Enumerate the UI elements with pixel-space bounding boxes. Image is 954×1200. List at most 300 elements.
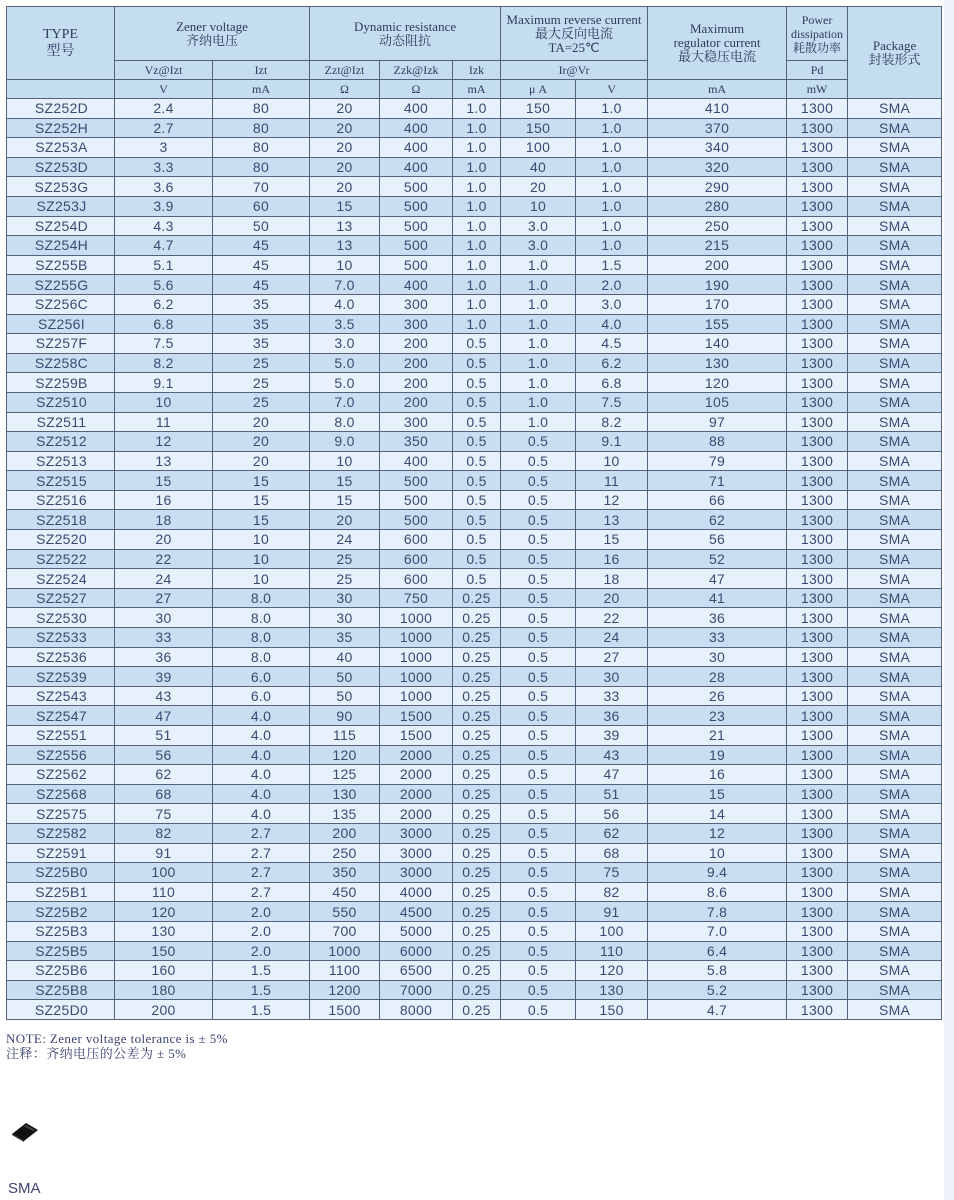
- cell-type: SZ25B8: [7, 980, 115, 1000]
- cell-pd: 1300: [787, 275, 848, 295]
- cell-vz: 27: [115, 588, 213, 608]
- cell-izt: 20: [213, 451, 310, 471]
- cell-izk: 1.0: [453, 314, 501, 334]
- cell-package: SMA: [848, 99, 942, 119]
- cell-izk: 1.0: [453, 118, 501, 138]
- cell-pd: 1300: [787, 138, 848, 158]
- cell-izk: 1.0: [453, 138, 501, 158]
- cell-type: SZ2556: [7, 745, 115, 765]
- cell-izm: 170: [648, 294, 787, 314]
- cell-zzt: 1000: [310, 941, 380, 961]
- cell-izt: 70: [213, 177, 310, 197]
- cell-vz: 8.2: [115, 353, 213, 373]
- cell-vz: 62: [115, 765, 213, 785]
- cell-izk: 0.5: [453, 392, 501, 412]
- cell-vz: 39: [115, 667, 213, 687]
- unit-type-blank: [7, 80, 115, 99]
- cell-vz: 6.8: [115, 314, 213, 334]
- table-row: [7, 804, 942, 824]
- cell-zzk: 400: [380, 157, 453, 177]
- cell-package: SMA: [848, 275, 942, 295]
- cell-vz: 2.4: [115, 99, 213, 119]
- cell-package: SMA: [848, 882, 942, 902]
- cell-zzk: 2000: [380, 784, 453, 804]
- cell-zzt: 250: [310, 843, 380, 863]
- cell-vr: 1.0: [576, 138, 648, 158]
- cell-izm: 4.7: [648, 1000, 787, 1020]
- cell-vr: 8.2: [576, 412, 648, 432]
- cell-type: SZ2533: [7, 628, 115, 648]
- cell-izm: 7.0: [648, 921, 787, 941]
- cell-vz: 75: [115, 804, 213, 824]
- cell-package: SMA: [848, 451, 942, 471]
- unit-vr: V: [576, 80, 648, 99]
- cell-izm: 290: [648, 177, 787, 197]
- cell-izm: 7.8: [648, 902, 787, 922]
- cell-izk: 0.25: [453, 686, 501, 706]
- cell-vr: 120: [576, 961, 648, 981]
- note: [6, 1031, 228, 1061]
- cell-izt: 2.7: [213, 823, 310, 843]
- cell-izt: 35: [213, 314, 310, 334]
- cell-type: SZ2562: [7, 765, 115, 785]
- cell-izm: 26: [648, 686, 787, 706]
- cell-izm: 14: [648, 804, 787, 824]
- cell-izk: 1.0: [453, 275, 501, 295]
- cell-type: SZ2568: [7, 784, 115, 804]
- cell-type: SZ25B0: [7, 863, 115, 883]
- cell-izk: 0.5: [453, 353, 501, 373]
- cell-izt: 45: [213, 255, 310, 275]
- cell-zzk: 400: [380, 275, 453, 295]
- cell-izk: 0.25: [453, 863, 501, 883]
- cell-vz: 4.7: [115, 236, 213, 256]
- cell-vz: 9.1: [115, 373, 213, 393]
- cell-vr: 1.0: [576, 177, 648, 197]
- cell-pd: 1300: [787, 412, 848, 432]
- cell-izk: 0.25: [453, 765, 501, 785]
- cell-izm: 36: [648, 608, 787, 628]
- cell-vr: 1.0: [576, 118, 648, 138]
- cell-zzt: 135: [310, 804, 380, 824]
- cell-package: SMA: [848, 255, 942, 275]
- cell-package: SMA: [848, 412, 942, 432]
- cell-package: SMA: [848, 432, 942, 452]
- cell-zzt: 30: [310, 588, 380, 608]
- page-edge-band: [944, 0, 954, 1200]
- cell-izk: 0.25: [453, 628, 501, 648]
- cell-type: SZ252D: [7, 99, 115, 119]
- table-row: [7, 980, 942, 1000]
- cell-zzk: 200: [380, 353, 453, 373]
- cell-vr: 4.5: [576, 334, 648, 354]
- cell-izt: 80: [213, 118, 310, 138]
- cell-izm: 215: [648, 236, 787, 256]
- cell-zzt: 20: [310, 99, 380, 119]
- table-row: [7, 490, 942, 510]
- subheader-izt: Izt: [213, 61, 310, 80]
- cell-package: SMA: [848, 745, 942, 765]
- cell-izm: 52: [648, 549, 787, 569]
- cell-ir: 0.5: [501, 510, 576, 530]
- subheader-izk: Izk: [453, 61, 501, 80]
- cell-zzk: 4000: [380, 882, 453, 902]
- cell-package: SMA: [848, 843, 942, 863]
- cell-ir: 0.5: [501, 726, 576, 746]
- cell-izk: 0.5: [453, 549, 501, 569]
- cell-zzk: 400: [380, 138, 453, 158]
- cell-pd: 1300: [787, 961, 848, 981]
- cell-vr: 15: [576, 530, 648, 550]
- cell-zzk: 1500: [380, 706, 453, 726]
- cell-zzk: 500: [380, 490, 453, 510]
- cell-ir: 0.5: [501, 569, 576, 589]
- cell-pd: 1300: [787, 255, 848, 275]
- cell-izt: 15: [213, 471, 310, 491]
- cell-type: SZ2515: [7, 471, 115, 491]
- cell-zzt: 15: [310, 196, 380, 216]
- cell-izt: 4.0: [213, 726, 310, 746]
- cell-zzt: 20: [310, 138, 380, 158]
- cell-type: SZ256I: [7, 314, 115, 334]
- note-english: NOTE: Zener voltage tolerance is ± 5%: [6, 1031, 228, 1046]
- cell-vz: 3.9: [115, 196, 213, 216]
- cell-zzt: 5.0: [310, 373, 380, 393]
- cell-zzk: 5000: [380, 921, 453, 941]
- cell-izk: 0.25: [453, 647, 501, 667]
- cell-izk: 0.25: [453, 588, 501, 608]
- cell-zzk: 6500: [380, 961, 453, 981]
- cell-izt: 20: [213, 412, 310, 432]
- table-row: [7, 569, 942, 589]
- cell-zzk: 400: [380, 451, 453, 471]
- cell-vr: 13: [576, 510, 648, 530]
- table-row: [7, 1000, 942, 1020]
- cell-ir: 0.5: [501, 667, 576, 687]
- cell-type: SZ2516: [7, 490, 115, 510]
- cell-vr: 7.5: [576, 392, 648, 412]
- cell-izm: 5.2: [648, 980, 787, 1000]
- cell-izm: 105: [648, 392, 787, 412]
- cell-zzt: 1500: [310, 1000, 380, 1020]
- cell-vz: 15: [115, 471, 213, 491]
- subheader-pd: Pd: [787, 61, 848, 80]
- cell-zzk: 1000: [380, 608, 453, 628]
- cell-izk: 0.25: [453, 843, 501, 863]
- cell-zzt: 20: [310, 510, 380, 530]
- cell-ir: 0.5: [501, 784, 576, 804]
- cell-vz: 6.2: [115, 294, 213, 314]
- cell-vz: 12: [115, 432, 213, 452]
- cell-izk: 0.25: [453, 882, 501, 902]
- cell-izt: 1.5: [213, 980, 310, 1000]
- cell-zzt: 50: [310, 686, 380, 706]
- cell-izk: 1.0: [453, 157, 501, 177]
- cell-vz: 4.3: [115, 216, 213, 236]
- cell-vz: 11: [115, 412, 213, 432]
- cell-zzt: 7.0: [310, 275, 380, 295]
- cell-pd: 1300: [787, 392, 848, 412]
- cell-package: SMA: [848, 353, 942, 373]
- header-package: Package 封装形式: [848, 7, 942, 99]
- cell-izk: 0.5: [453, 510, 501, 530]
- table-row: [7, 236, 942, 256]
- cell-pd: 1300: [787, 569, 848, 589]
- cell-izm: 5.8: [648, 961, 787, 981]
- cell-izk: 1.0: [453, 99, 501, 119]
- table-row: [7, 530, 942, 550]
- cell-type: SZ2539: [7, 667, 115, 687]
- cell-zzk: 7000: [380, 980, 453, 1000]
- cell-vz: 3.6: [115, 177, 213, 197]
- cell-ir: 0.5: [501, 902, 576, 922]
- table-row: [7, 471, 942, 491]
- cell-zzt: 15: [310, 490, 380, 510]
- cell-type: SZ2582: [7, 823, 115, 843]
- cell-vr: 1.0: [576, 196, 648, 216]
- table-row: [7, 706, 942, 726]
- cell-pd: 1300: [787, 236, 848, 256]
- cell-vz: 7.5: [115, 334, 213, 354]
- cell-zzk: 500: [380, 236, 453, 256]
- cell-izm: 12: [648, 823, 787, 843]
- cell-izt: 2.7: [213, 882, 310, 902]
- cell-vz: 22: [115, 549, 213, 569]
- subheader-zzt: Zzt@Izt: [310, 61, 380, 80]
- cell-vr: 16: [576, 549, 648, 569]
- cell-package: SMA: [848, 236, 942, 256]
- cell-ir: 20: [501, 177, 576, 197]
- cell-type: SZ2543: [7, 686, 115, 706]
- cell-izt: 20: [213, 432, 310, 452]
- cell-pd: 1300: [787, 353, 848, 373]
- cell-type: SZ25D0: [7, 1000, 115, 1020]
- cell-vr: 20: [576, 588, 648, 608]
- table-row: [7, 647, 942, 667]
- cell-type: SZ25B3: [7, 921, 115, 941]
- cell-type: SZ25B2: [7, 902, 115, 922]
- cell-package: SMA: [848, 549, 942, 569]
- cell-zzt: 90: [310, 706, 380, 726]
- cell-izk: 1.0: [453, 236, 501, 256]
- cell-zzt: 8.0: [310, 412, 380, 432]
- cell-vr: 1.0: [576, 157, 648, 177]
- cell-vz: 24: [115, 569, 213, 589]
- cell-pd: 1300: [787, 373, 848, 393]
- cell-ir: 1.0: [501, 294, 576, 314]
- cell-vr: 6.2: [576, 353, 648, 373]
- cell-izm: 79: [648, 451, 787, 471]
- cell-zzk: 500: [380, 471, 453, 491]
- cell-izm: 120: [648, 373, 787, 393]
- cell-vr: 36: [576, 706, 648, 726]
- cell-type: SZ2536: [7, 647, 115, 667]
- cell-pd: 1300: [787, 157, 848, 177]
- cell-zzk: 500: [380, 255, 453, 275]
- cell-pd: 1300: [787, 941, 848, 961]
- cell-vz: 51: [115, 726, 213, 746]
- cell-izk: 0.5: [453, 451, 501, 471]
- cell-zzt: 20: [310, 118, 380, 138]
- cell-pd: 1300: [787, 726, 848, 746]
- cell-vr: 24: [576, 628, 648, 648]
- cell-vr: 1.0: [576, 236, 648, 256]
- cell-pd: 1300: [787, 823, 848, 843]
- cell-pd: 1300: [787, 628, 848, 648]
- cell-zzt: 115: [310, 726, 380, 746]
- cell-zzt: 130: [310, 784, 380, 804]
- cell-type: SZ253G: [7, 177, 115, 197]
- cell-vz: 100: [115, 863, 213, 883]
- table-row: [7, 314, 942, 334]
- cell-vr: 4.0: [576, 314, 648, 334]
- cell-zzk: 1000: [380, 628, 453, 648]
- cell-pd: 1300: [787, 99, 848, 119]
- cell-vz: 5.6: [115, 275, 213, 295]
- cell-package: SMA: [848, 314, 942, 334]
- unit-izk: mA: [453, 80, 501, 99]
- cell-pd: 1300: [787, 432, 848, 452]
- cell-ir: 0.5: [501, 843, 576, 863]
- cell-izt: 45: [213, 275, 310, 295]
- table-row: [7, 99, 942, 119]
- cell-type: SZ2530: [7, 608, 115, 628]
- cell-vz: 16: [115, 490, 213, 510]
- cell-package: SMA: [848, 392, 942, 412]
- cell-vr: 110: [576, 941, 648, 961]
- cell-izm: 10: [648, 843, 787, 863]
- cell-vr: 22: [576, 608, 648, 628]
- header-zener-voltage: Zener voltage 齐纳电压: [115, 7, 310, 61]
- cell-ir: 0.5: [501, 980, 576, 1000]
- cell-vr: 1.0: [576, 99, 648, 119]
- cell-pd: 1300: [787, 451, 848, 471]
- header-dynamic-resistance: Dynamic resistance 动态阻抗: [310, 7, 501, 61]
- cell-package: SMA: [848, 726, 942, 746]
- cell-type: SZ25B6: [7, 961, 115, 981]
- cell-vz: 13: [115, 451, 213, 471]
- cell-zzk: 2000: [380, 765, 453, 785]
- cell-ir: 0.5: [501, 961, 576, 981]
- table-row: [7, 412, 942, 432]
- cell-type: SZ257F: [7, 334, 115, 354]
- cell-izk: 0.25: [453, 941, 501, 961]
- cell-vr: 30: [576, 667, 648, 687]
- cell-zzt: 5.0: [310, 353, 380, 373]
- cell-zzt: 550: [310, 902, 380, 922]
- unit-vz: V: [115, 80, 213, 99]
- cell-type: SZ2520: [7, 530, 115, 550]
- cell-izt: 60: [213, 196, 310, 216]
- table-row: [7, 275, 942, 295]
- cell-izt: 10: [213, 530, 310, 550]
- cell-vr: 47: [576, 765, 648, 785]
- cell-izk: 1.0: [453, 196, 501, 216]
- cell-vr: 2.0: [576, 275, 648, 295]
- cell-ir: 150: [501, 118, 576, 138]
- cell-izt: 4.0: [213, 784, 310, 804]
- cell-type: SZ2575: [7, 804, 115, 824]
- cell-vr: 130: [576, 980, 648, 1000]
- cell-ir: 10: [501, 196, 576, 216]
- cell-pd: 1300: [787, 490, 848, 510]
- cell-izt: 50: [213, 216, 310, 236]
- cell-izk: 1.0: [453, 177, 501, 197]
- cell-package: SMA: [848, 765, 942, 785]
- table-row: [7, 726, 942, 746]
- cell-zzt: 13: [310, 236, 380, 256]
- cell-izm: 155: [648, 314, 787, 334]
- cell-izt: 15: [213, 510, 310, 530]
- cell-ir: 1.0: [501, 373, 576, 393]
- table-row: [7, 510, 942, 530]
- cell-pd: 1300: [787, 177, 848, 197]
- cell-izt: 4.0: [213, 706, 310, 726]
- table-row: [7, 921, 942, 941]
- cell-package: SMA: [848, 863, 942, 883]
- cell-izt: 2.0: [213, 921, 310, 941]
- note-chinese: 注释：齐纳电压的公差为 ± 5%: [6, 1046, 187, 1061]
- cell-izm: 97: [648, 412, 787, 432]
- cell-izm: 6.4: [648, 941, 787, 961]
- cell-izt: 45: [213, 236, 310, 256]
- unit-ir: μ A: [501, 80, 576, 99]
- cell-zzk: 500: [380, 196, 453, 216]
- cell-vz: 3: [115, 138, 213, 158]
- table-row: [7, 608, 942, 628]
- table-row: [7, 196, 942, 216]
- cell-zzt: 700: [310, 921, 380, 941]
- cell-zzk: 8000: [380, 1000, 453, 1020]
- cell-izm: 16: [648, 765, 787, 785]
- cell-vr: 82: [576, 882, 648, 902]
- cell-izm: 88: [648, 432, 787, 452]
- cell-vr: 12: [576, 490, 648, 510]
- cell-zzt: 1100: [310, 961, 380, 981]
- table-row: [7, 686, 942, 706]
- cell-pd: 1300: [787, 294, 848, 314]
- cell-ir: 0.5: [501, 765, 576, 785]
- cell-vr: 39: [576, 726, 648, 746]
- cell-zzk: 300: [380, 412, 453, 432]
- table-row: [7, 294, 942, 314]
- cell-izm: 15: [648, 784, 787, 804]
- cell-izk: 0.5: [453, 412, 501, 432]
- cell-izk: 0.25: [453, 961, 501, 981]
- cell-vr: 3.0: [576, 294, 648, 314]
- cell-zzk: 1500: [380, 726, 453, 746]
- cell-zzk: 500: [380, 216, 453, 236]
- cell-izt: 6.0: [213, 686, 310, 706]
- cell-izt: 8.0: [213, 628, 310, 648]
- cell-zzt: 350: [310, 863, 380, 883]
- cell-zzk: 400: [380, 99, 453, 119]
- cell-vr: 1.0: [576, 216, 648, 236]
- cell-pd: 1300: [787, 608, 848, 628]
- cell-pd: 1300: [787, 882, 848, 902]
- cell-izk: 0.25: [453, 745, 501, 765]
- cell-ir: 1.0: [501, 314, 576, 334]
- table-row: [7, 882, 942, 902]
- cell-ir: 0.5: [501, 432, 576, 452]
- cell-zzk: 2000: [380, 745, 453, 765]
- unit-zzt: Ω: [310, 80, 380, 99]
- table-row: [7, 745, 942, 765]
- cell-izk: 0.5: [453, 490, 501, 510]
- cell-zzt: 25: [310, 569, 380, 589]
- cell-izm: 62: [648, 510, 787, 530]
- cell-ir: 0.5: [501, 1000, 576, 1020]
